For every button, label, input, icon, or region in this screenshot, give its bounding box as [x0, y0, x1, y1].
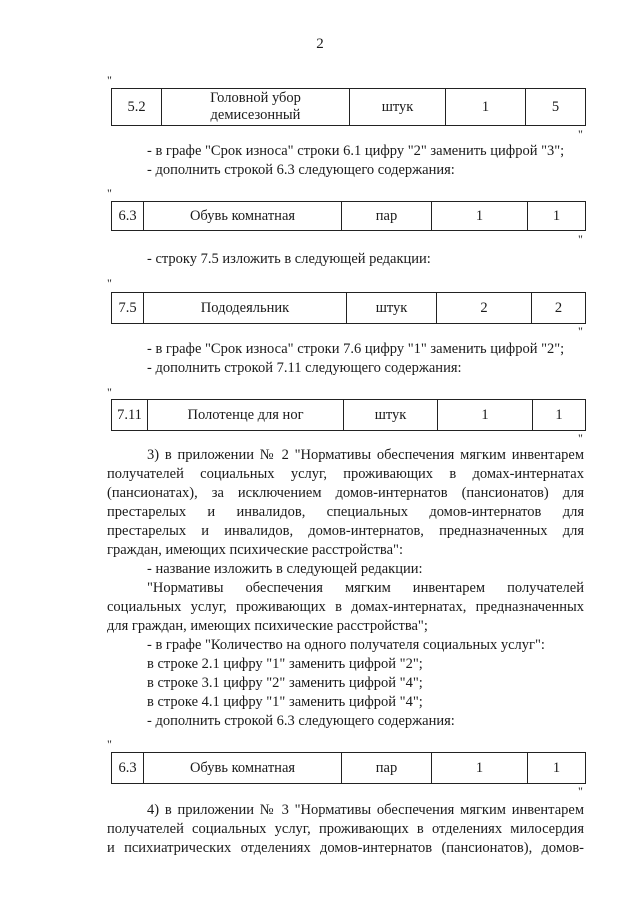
- instruction-line: - в графе "Количество на одного получателя социальных услуг":: [147, 637, 545, 653]
- paragraph-line: социальных услуг, проживающих в домах-интернатах, предназначенных: [107, 599, 584, 615]
- instruction-line: в строке 4.1 цифру "1" заменить цифрой "4";: [147, 694, 423, 710]
- row-number: 5.2: [112, 89, 162, 126]
- row-unit: штук: [350, 89, 446, 126]
- row-value-1: 1: [446, 89, 526, 126]
- paragraph-line: получателей социальных услуг, проживающих в отделениях милосердия: [107, 821, 584, 837]
- instruction-line: - название изложить в следующей редакции:: [147, 561, 423, 577]
- paragraph-line: получателей социальных услуг, проживающих в домах-интернатах: [107, 466, 584, 482]
- row-number: 6.3: [112, 202, 144, 231]
- quote-open: ": [107, 186, 112, 200]
- paragraph-line: "Нормативы обеспечения мягким инвентарем получателей: [147, 580, 584, 596]
- paragraph-line: и психиатрических отделениях домов-интернатов (пансионатов), домов-: [107, 840, 584, 856]
- row-unit: пар: [342, 202, 432, 231]
- row-value-2: 1: [528, 202, 586, 231]
- quote-close: ": [578, 232, 583, 246]
- instruction-line: - дополнить строкой 6.3 следующего содержания:: [147, 162, 455, 178]
- paragraph-line: 3) в приложении № 2 "Нормативы обеспечения мягким инвентарем: [147, 447, 584, 463]
- row-value-2: 1: [533, 400, 586, 431]
- instruction-line: - в графе "Срок износа" строки 7.6 цифру "1" заменить цифрой "2";: [147, 341, 565, 357]
- paragraph-line: для граждан, имеющих психические расстройства";: [107, 618, 428, 634]
- new-name-paragraph: [107, 579, 584, 636]
- instruction-line: в строке 3.1 цифру "2" заменить цифрой "4";: [147, 675, 423, 691]
- row-value-2: 5: [526, 89, 586, 126]
- quote-close: ": [578, 127, 583, 141]
- row-unit: пар: [342, 753, 432, 784]
- paragraph-line: граждан, имеющих психические расстройства":: [107, 542, 403, 558]
- instruction-line: - дополнить строкой 6.3 следующего содержания:: [147, 713, 455, 729]
- instruction-line: - строку 7.5 изложить в следующей редакции:: [147, 251, 431, 267]
- quote-close: ": [578, 431, 583, 445]
- row-value-2: 2: [532, 293, 586, 324]
- quote-open: ": [107, 737, 112, 751]
- paragraph-3: [107, 446, 584, 560]
- row-value-1: 1: [432, 753, 528, 784]
- row-name-line-2: демисезонный: [210, 107, 301, 123]
- table-row-5-2: [111, 88, 586, 126]
- row-name: Полотенце для ног: [148, 400, 344, 431]
- quote-open: ": [107, 73, 112, 87]
- page-number: 2: [316, 36, 324, 52]
- quote-open: ": [107, 385, 112, 399]
- row-name: Обувь комнатная: [144, 753, 342, 784]
- row-number: 6.3: [112, 753, 144, 784]
- quote-close: ": [578, 324, 583, 338]
- instruction-line: - дополнить строкой 7.11 следующего содержания:: [147, 360, 462, 376]
- quote-open: ": [107, 276, 112, 290]
- row-unit: штук: [347, 293, 437, 324]
- row-name: Пододеяльник: [144, 293, 347, 324]
- paragraph-line: (пансионатах), за исключением домов-интернатов (пансионатов) для: [107, 485, 584, 501]
- paragraph-line: престарелых и инвалидов, домов-интернатов, предназначенных для: [107, 523, 584, 539]
- row-unit: штук: [344, 400, 438, 431]
- instruction-line: - в графе "Срок износа" строки 6.1 цифру "2" заменить цифрой "3";: [147, 143, 565, 159]
- paragraph-line: престарелых и инвалидов, специальных домов-интернатов для: [107, 504, 584, 520]
- instruction-line: в строке 2.1 цифру "1" заменить цифрой "2";: [147, 656, 423, 672]
- quote-close: ": [578, 784, 583, 798]
- row-name: Обувь комнатная: [144, 202, 342, 231]
- paragraph-line: 4) в приложении № 3 "Нормативы обеспечения мягким инвентарем: [147, 802, 584, 818]
- row-name-line-1: Головной убор: [210, 90, 301, 106]
- row-value-1: 1: [438, 400, 533, 431]
- row-number: 7.11: [112, 400, 148, 431]
- table-row-7-11: [111, 399, 586, 431]
- table-row-6-3-second: [111, 752, 586, 784]
- row-number: 7.5: [112, 293, 144, 324]
- paragraph-4: [107, 801, 584, 858]
- row-value-1: 2: [437, 293, 532, 324]
- row-value-1: 1: [432, 202, 528, 231]
- row-value-2: 1: [528, 753, 586, 784]
- row-name: [162, 89, 350, 126]
- table-row-7-5: [111, 292, 586, 324]
- table-row-6-3: [111, 201, 586, 231]
